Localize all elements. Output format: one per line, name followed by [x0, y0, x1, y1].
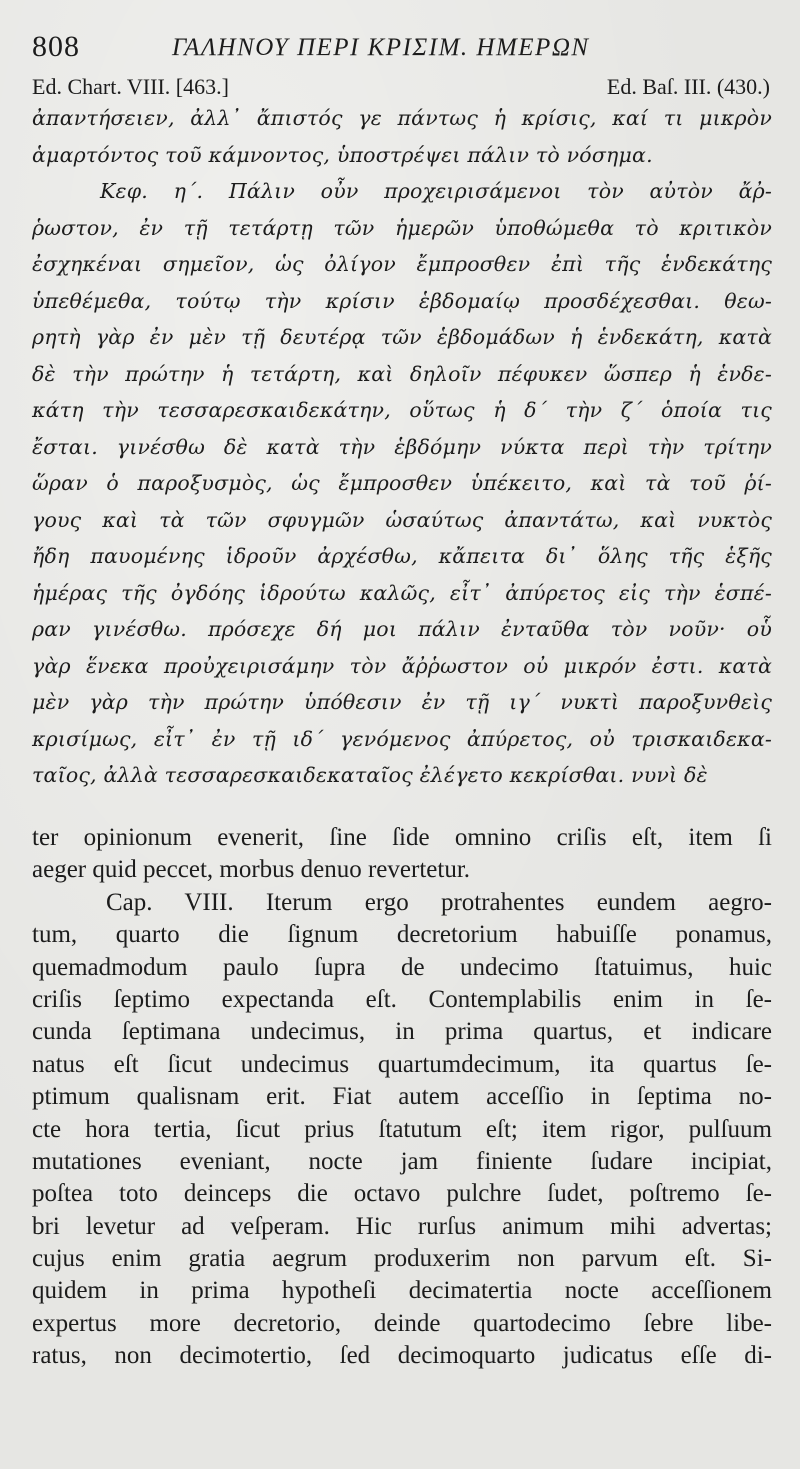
latin-text-line: ptimum qualisnam erit. Fiat autem acceſſio in ſeptima no- — [32, 1083, 772, 1111]
greek-text-line: γὰρ ἕνεκα προὐχειρισάμην τὸν ἄῤῥωστον οὐ μικρόν ἐστι. κατὰ — [32, 653, 772, 678]
greek-text-line: ὥραν ὁ παροξυσμὸς, ὡς ἔμπροσθεν ὑπέκειτο, καὶ τὰ τοῦ ῥί- — [32, 471, 772, 495]
greek-text-line: μὲν γὰρ τὴν πρώτην ὑπόθεσιν ἐν τῇ ιγ΄ νυκτὶ παροξυνθεὶς — [32, 690, 772, 714]
latin-text-line: ter opinionum evenerit, ſine ſide omnino criſis eſt, item ſi — [32, 824, 772, 851]
greek-text-line: ῥωστον, ἐν τῇ τετάρτῃ τῶν ἡμερῶν ὑποθώμεθα τὸ κριτικὸν — [32, 215, 772, 240]
greek-text-line: ρητὴ γὰρ ἐν μὲν τῇ δευτέρᾳ τῶν ἑβδομάδων ἡ ἑνδεκάτη, κατὰ — [32, 325, 772, 349]
latin-text-line: expertus more decretorio, deinde quartodecimo ſebre libe- — [32, 1309, 772, 1337]
greek-text-line: ἁμαρτόντος τοῦ κάμνοντος, ὑποστρέψει πάλιν τὸ νόσημα. — [32, 142, 653, 167]
greek-text-line: ἤδη παυομένης ἱδροῦν ἀρχέσθω, κἄπειτα δι᾽ ὅλης τῆς ἑξῆς — [32, 544, 772, 568]
latin-text-line: aeger quid peccet, morbus denuo revertetur. — [32, 856, 471, 884]
greek-text-line: ἔσται. γινέσθω δὲ κατὰ τὴν ἑβδόμην νύκτα περὶ τὴν τρίτην — [32, 434, 772, 459]
latin-text-line: Cap. VIII. Iterum ergo protrahentes eundem aegro- — [106, 888, 772, 916]
greek-text-line: ταῖος, ἀλλὰ τεσσαρεσκαιδεκαταῖος ἐλέγετο κεκρίσθαι. νυνὶ δὲ — [32, 763, 708, 787]
page-number: 808 — [32, 30, 80, 63]
greek-text-line: ραν γινέσθω. πρόσεχε δή μοι πάλιν ἐνταῦθα τὸν νοῦν· οὗ — [32, 617, 772, 641]
page-header — [32, 30, 770, 64]
running-title: ΓΑΛΗΝΟΥ ΠΕΡΙ ΚΡΙΣΙΜ. ΗΜΕΡΩΝ — [172, 34, 590, 61]
latin-text-line: cunda ſeptimana undecimus, in prima quartus, et indicare — [32, 1018, 772, 1046]
latin-text-line: quidem in prima hypotheſi decimatertia nocte acceſſionem — [32, 1277, 772, 1305]
latin-text-line: criſis ſeptimo expectanda eſt. Contemplabilis enim in ſe- — [32, 985, 772, 1013]
latin-text-line: bri levetur ad veſperam. Hic rurſus animum mihi advertas; — [32, 1212, 772, 1240]
latin-text-line: cte hora tertia, ſicut prius ſtatutum eſt; item rigor, pulſuum — [32, 1115, 772, 1143]
greek-text-line: ἡμέρας τῆς ὀγδόης ἱδρούτω καλῶς, εἶτ᾽ ἀπύρετος εἰς τὴν ἑσπέ- — [32, 580, 772, 605]
greek-text-line: Κεφ. η΄. Πάλιν οὖν προχειρισάμενοι τὸν αὐτὸν ἄῤ- — [100, 179, 772, 203]
greek-text-line: ἀπαντήσειεν, ἀλλ᾽ ἄπιστός γε πάντως ἡ κρίσις, καί τι μικρὸν — [32, 106, 772, 130]
greek-text-line: γους καὶ τὰ τῶν σφυγμῶν ὡσαύτως ἀπαντάτω, καὶ νυκτὸς — [32, 507, 772, 532]
greek-text-block — [32, 100, 772, 794]
greek-text-line: ἐσχηκέναι σημεῖον, ὡς ὀλίγον ἔμπροσθεν ἐπὶ τῆς ἑνδεκάτης — [32, 252, 772, 276]
edition-chartier-ref: Ed. Chart. VIII. [463.] — [32, 74, 229, 99]
greek-text-line: ὑπεθέμεθα, τούτῳ τὴν κρίσιν ἑβδομαίῳ προσδέχεσθαι. θεω- — [32, 288, 772, 313]
latin-text-block — [32, 822, 772, 1373]
latin-text-line: poſtea toto deinceps die octavo pulchre ſudet, poſtremo ſe- — [32, 1180, 772, 1208]
greek-text-line: κρισίμως, εἶτ᾽ ἐν τῇ ιδ΄ γενόμενος ἀπύρετος, οὐ τρισκαιδεκα- — [32, 726, 772, 751]
greek-text-line: δὲ τὴν πρώτην ἡ τετάρτη, καὶ δηλοῖν πέφυκεν ὥσπερ ἡ ἑνδε- — [32, 361, 772, 386]
latin-text-line: mutationes eveniant, nocte jam finiente ſudare incipiat, — [32, 1147, 772, 1175]
edition-basel-ref: Ed. Baſ. III. (430.) — [606, 74, 770, 99]
latin-text-line: quemadmodum paulo ſupra de undecimo ſtatuimus, huic — [32, 953, 772, 981]
latin-text-line: cujus enim gratia aegrum produxerim non parvum eſt. Si- — [32, 1245, 772, 1273]
latin-text-line: natus eſt ſicut undecimus quartumdecimum, ita quartus ſe- — [32, 1050, 772, 1078]
latin-text-line: tum, quarto die ſignum decretorium habuiſſe ponamus, — [32, 921, 772, 949]
latin-text-line: ratus, non decimotertio, ſed decimoquarto judicatus eſſe di- — [32, 1342, 772, 1370]
greek-text-line: κάτη τὴν τεσσαρεσκαιδεκάτην, οὕτως ἡ δ΄ τὴν ζ΄ ὁποία τις — [32, 398, 772, 422]
